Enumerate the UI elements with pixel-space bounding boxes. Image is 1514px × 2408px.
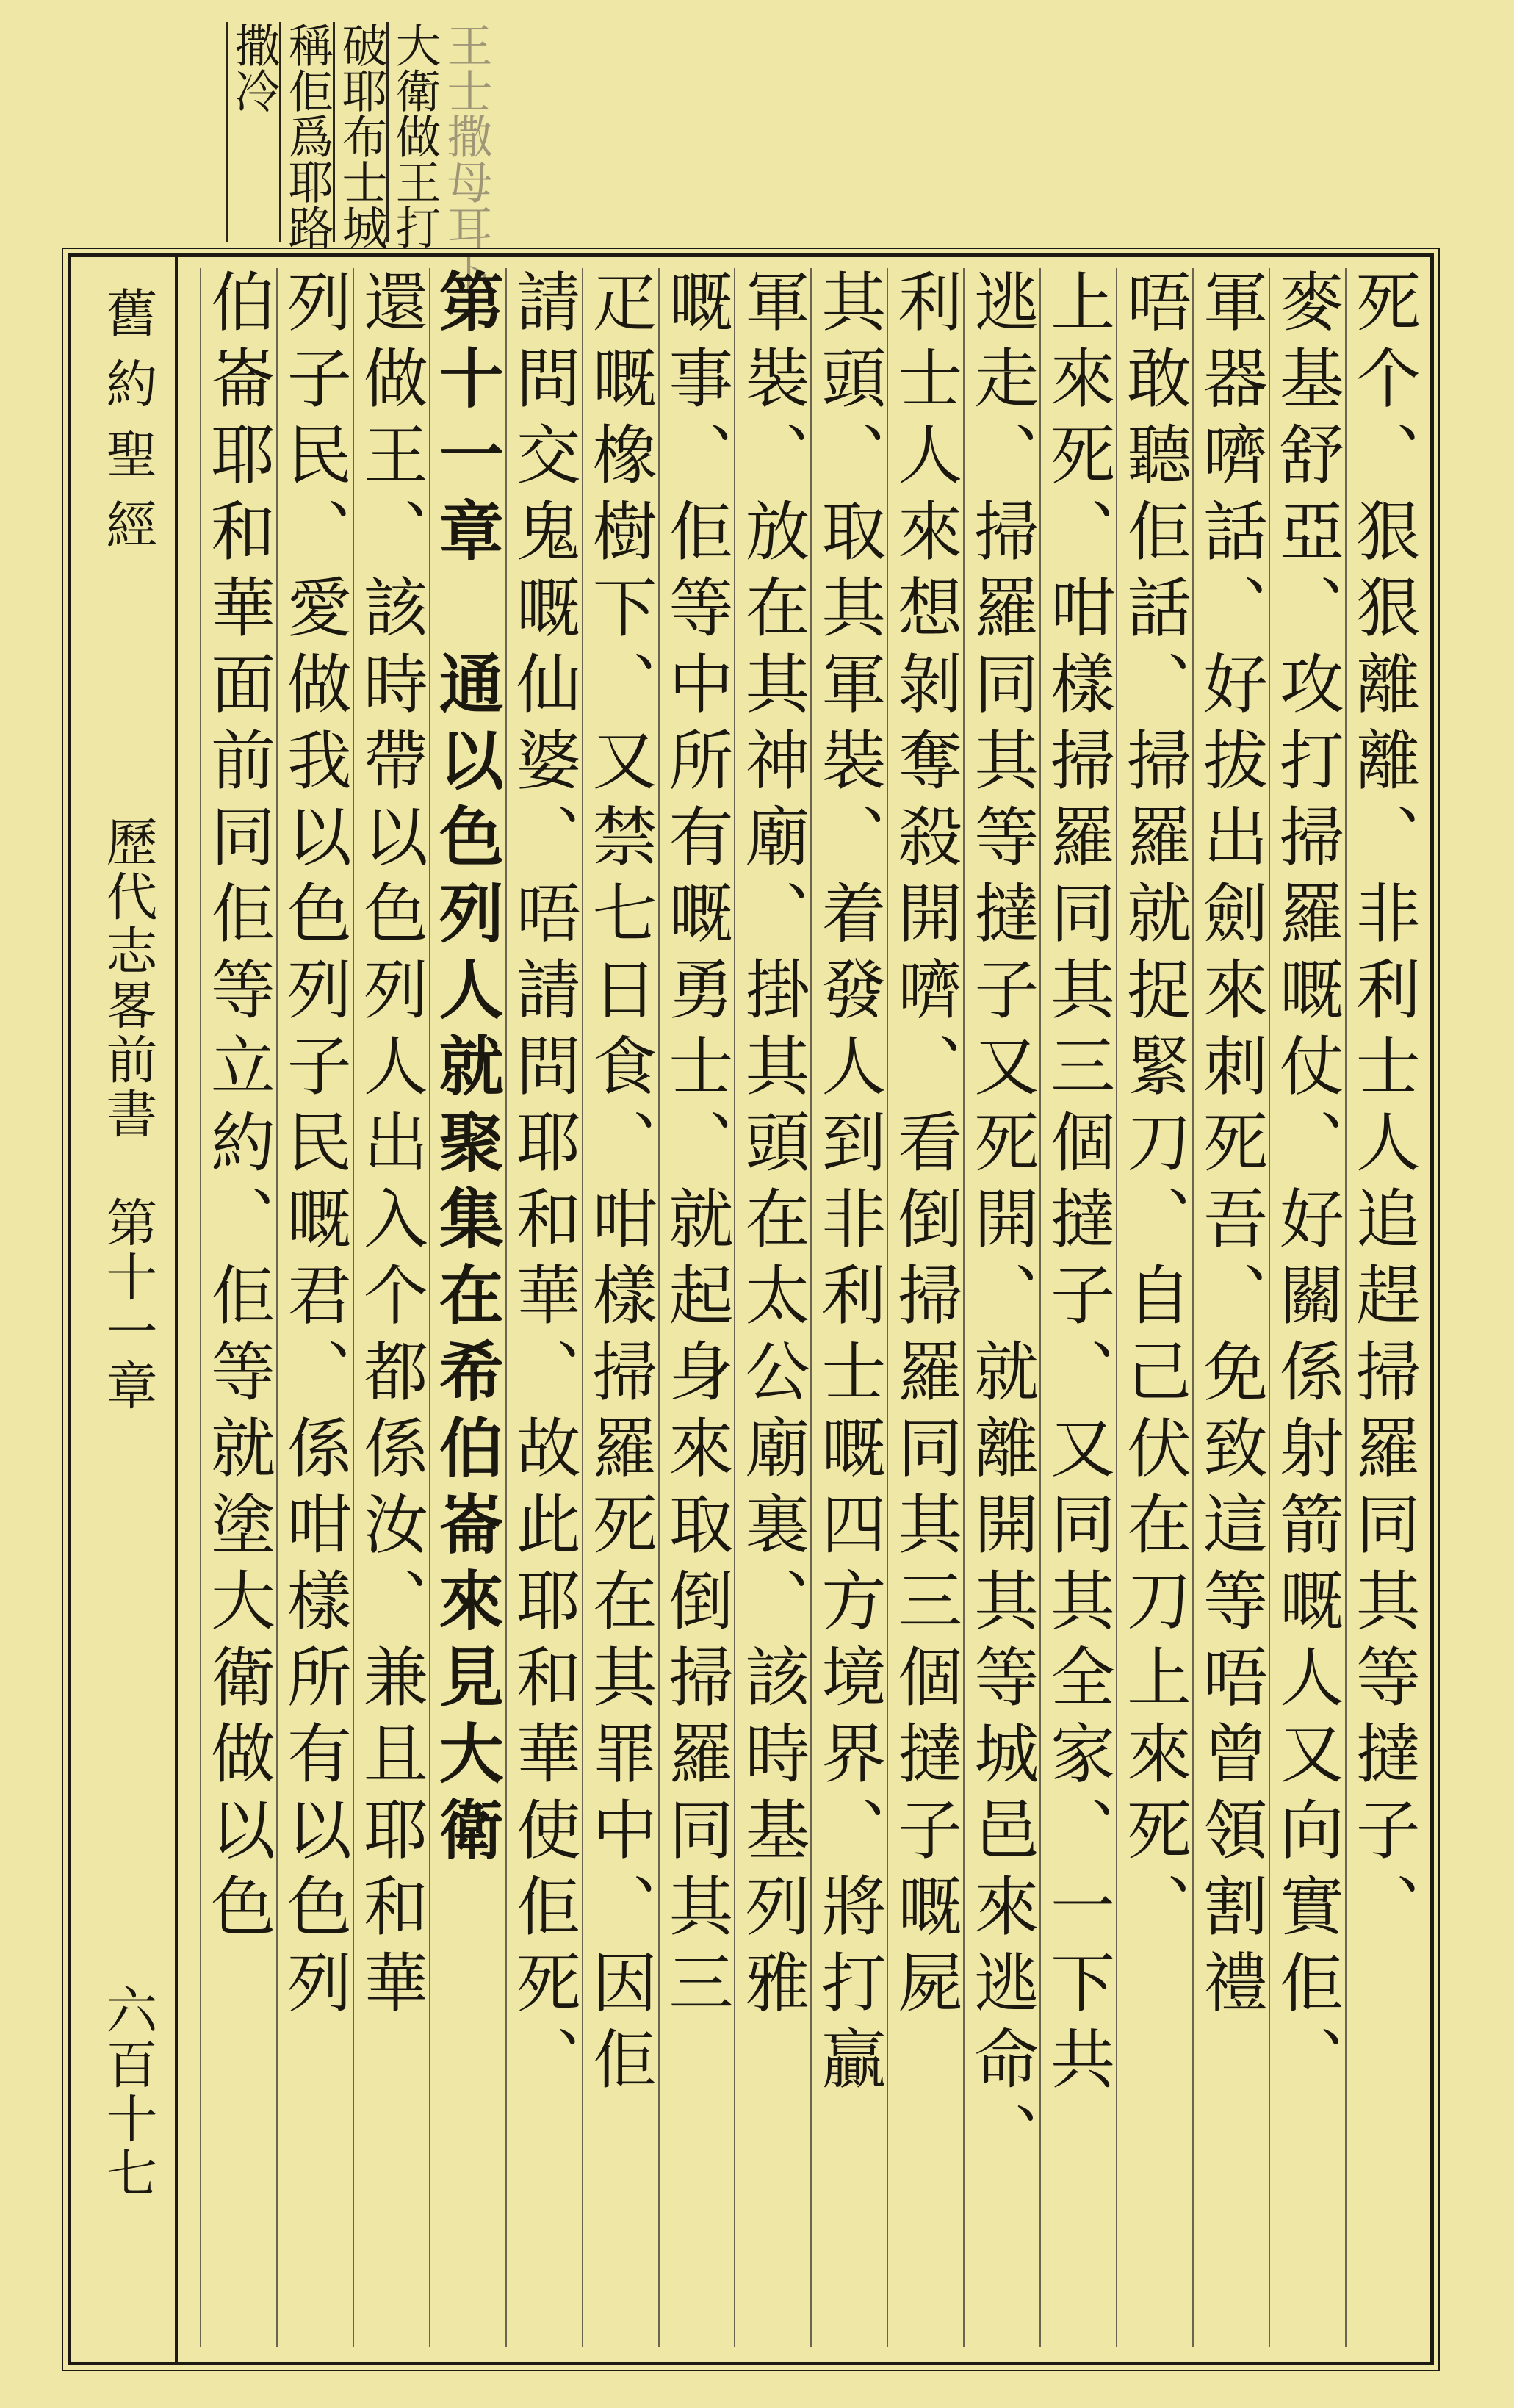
text-column: 伯崙耶和華面前同佢等立約、佢等就塗大衛做以色: [200, 268, 270, 2347]
text-column: 疋嘅橡樹下、又禁七日食、咁樣掃羅死在其罪中、因佢: [582, 268, 652, 2347]
text-column: 列子民、愛做我以色列子民嘅君、係咁樣所有以色列: [276, 268, 347, 2347]
text-column: 請問交鬼嘅仙婆、唔請問耶和華、故此耶和華使佢死、: [505, 268, 576, 2347]
headnote-line: 破耶布士城: [334, 22, 388, 250]
book-title: 舊約聖經: [98, 286, 158, 569]
text-column: 軍器嚌話、好拔出劍來刺死吾、免致這等唔曾領割禮: [1192, 268, 1263, 2347]
headnote-line: 大衛做王打: [388, 22, 441, 250]
text-column: 唔敢聽佢話、掃羅就捉緊刀、自己伏在刀上來死、: [1116, 268, 1186, 2347]
text-column: 死个、狠狠離離、非利士人追趕掃羅同其等撻子、: [1345, 268, 1416, 2347]
headnote-faint-line: 王士撒母耳下: [439, 22, 493, 295]
text-column: 麥基舒亞、攻打掃羅嘅仗、好關係射箭嘅人又向實佢、: [1269, 268, 1339, 2347]
page-number: 六百十七: [98, 1983, 158, 2201]
section-title: 歷代志畧前書 第十一章: [98, 815, 158, 1413]
page-frame: [68, 253, 1434, 2365]
text-column: 還做王、該時帶以色列人出入个都係汝、兼且耶和華: [353, 268, 423, 2347]
text-column: 其頭、取其軍裝、着發人到非利士嘅四方境界、將打贏: [810, 268, 881, 2347]
text-column: 利士人來想剝奪殺開嚌、看倒掃羅同其三個撻子嘅屍: [887, 268, 957, 2347]
chapter-heading-column: 第十一章 通以色列人就聚集在希伯崙來見大衛: [429, 268, 500, 2347]
text-column: 上來死、咁樣掃羅同其三個撻子、又同其全家、一下共: [1039, 268, 1110, 2347]
text-column: 軍裝、放在其神廟、掛其頭在太公廟裏、該時基列雅: [734, 268, 804, 2347]
headnote-line: 撒冷: [226, 22, 276, 242]
headnote-line: 稱佢爲耶路: [281, 22, 334, 250]
text-column: 逃走、掃羅同其等撻子又死開、就離開其等城邑來逃命、: [963, 268, 1034, 2347]
text-column: 嘅事、佢等中所有嘅勇士、就起身來取倒掃羅同其三: [658, 268, 729, 2347]
headnote: [227, 22, 493, 295]
margin-strip: [71, 257, 178, 2362]
text-body: [200, 268, 1421, 2347]
